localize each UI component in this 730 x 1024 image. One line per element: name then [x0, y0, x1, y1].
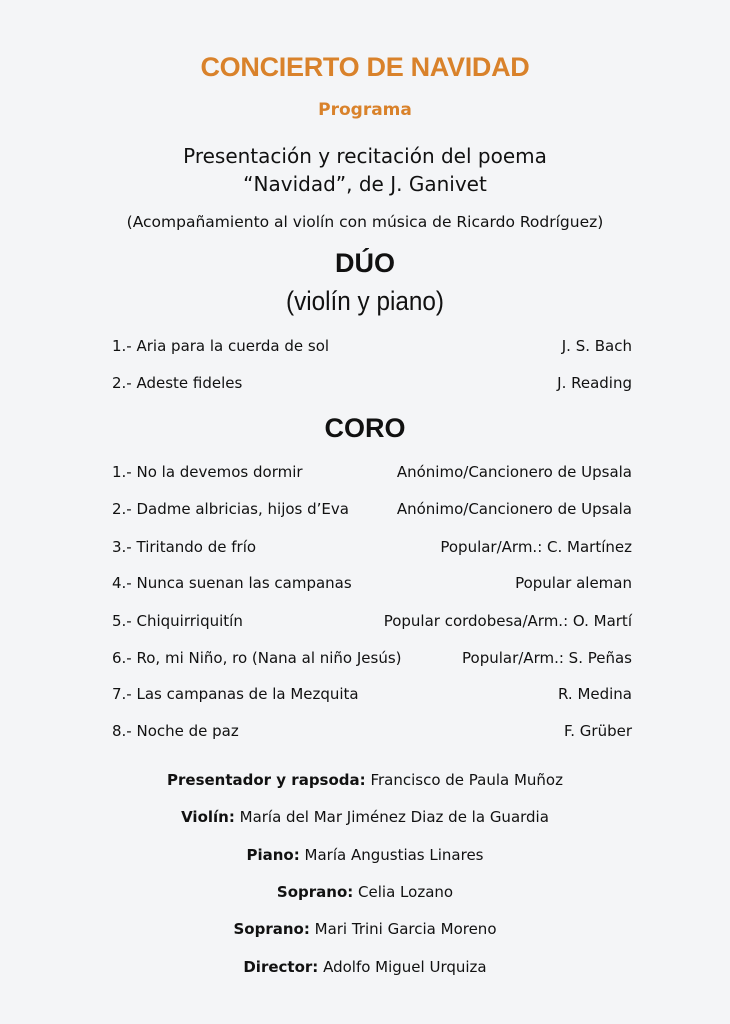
- presentation-line-1: Presentación y recitación del poema: [183, 144, 547, 168]
- credit-role: Soprano:: [276, 883, 354, 901]
- credit-role: Piano:: [246, 846, 300, 864]
- duo-heading: DÚO: [335, 248, 395, 278]
- piece-title: 4.- Nunca suenan las campanas: [112, 574, 352, 592]
- program-subtitle: Programa: [318, 100, 412, 120]
- credit-piano: [0, 846, 730, 864]
- composer: F. Grüber: [564, 722, 632, 740]
- credit-role: Violín:: [181, 808, 235, 826]
- credit-role: Soprano:: [233, 920, 310, 938]
- piece-title: 6.- Ro, mi Niño, ro (Nana al niño Jesús): [112, 649, 402, 667]
- coro-item: [112, 574, 632, 596]
- presentation-line-2: “Navidad”, de J. Ganivet: [243, 172, 487, 196]
- composer: Popular aleman: [515, 574, 632, 592]
- credit-soprano-1: [0, 883, 730, 901]
- credit-name: María Angustias Linares: [304, 846, 484, 864]
- coro-item: [112, 649, 632, 671]
- accompaniment-note: (Acompañamiento al violín con música de Ricardo Rodríguez): [126, 213, 604, 231]
- piece-title: 1.- No la devemos dormir: [112, 463, 303, 481]
- credit-violin: [0, 808, 730, 826]
- piece-title: 5.- Chiquirriquitín: [112, 612, 243, 630]
- piece-title: 2.- Adeste fideles: [112, 374, 243, 392]
- composer: R. Medina: [558, 685, 632, 703]
- credit-name: Francisco de Paula Muñoz: [370, 771, 563, 789]
- coro-item: [112, 463, 632, 485]
- credit-role: Presentador y rapsoda:: [167, 771, 366, 789]
- composer: Anónimo/Cancionero de Upsala: [396, 463, 632, 481]
- composer: J. S. Bach: [561, 337, 632, 355]
- credit-name: Celia Lozano: [358, 883, 454, 901]
- piece-title: 7.- Las campanas de la Mezquita: [112, 685, 359, 703]
- composer: Popular cordobesa/Arm.: O. Martí: [383, 612, 632, 630]
- credit-presenter: [0, 771, 730, 789]
- credit-name: Mari Trini Garcia Moreno: [314, 920, 497, 938]
- coro-heading: CORO: [324, 413, 406, 443]
- coro-item: [112, 612, 632, 634]
- credit-director: [0, 958, 730, 976]
- credit-soprano-2: [0, 920, 730, 938]
- duo-subheading: (violín y piano): [285, 286, 445, 316]
- composer: Popular/Arm.: S. Peñas: [462, 649, 632, 667]
- coro-item: [112, 538, 632, 560]
- composer: Anónimo/Cancionero de Upsala: [396, 500, 632, 518]
- coro-item: [112, 722, 632, 744]
- piece-title: 2.- Dadme albricias, hijos d’Eva: [112, 500, 349, 518]
- concert-title: CONCIERTO DE NAVIDAD: [200, 52, 530, 82]
- credit-name: Adolfo Miguel Urquiza: [323, 958, 487, 976]
- piece-title: 3.- Tiritando de frío: [112, 538, 257, 556]
- duo-item: [112, 337, 632, 359]
- composer: Popular/Arm.: C. Martínez: [440, 538, 632, 556]
- coro-item: [112, 500, 632, 522]
- piece-title: 1.- Aria para la cuerda de sol: [112, 337, 330, 355]
- coro-item: [112, 685, 632, 707]
- duo-item: [112, 374, 632, 396]
- credit-role: Director:: [243, 958, 319, 976]
- composer: J. Reading: [557, 374, 632, 392]
- piece-title: 8.- Noche de paz: [112, 722, 239, 740]
- credit-name: María del Mar Jiménez Diaz de la Guardia: [239, 808, 549, 826]
